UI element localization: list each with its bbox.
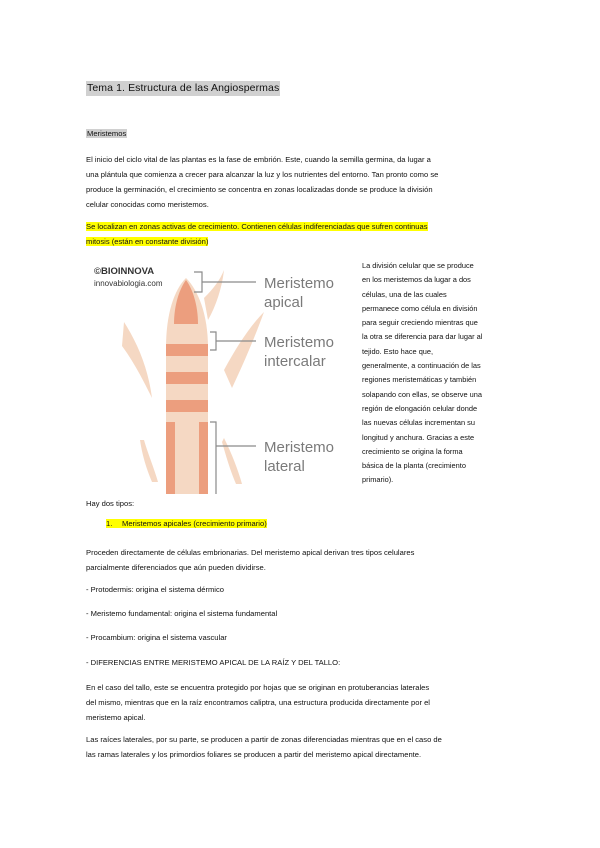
side-line: células, una de las cuales [362, 289, 447, 299]
meristem-figure [86, 258, 350, 494]
intro-line: El inicio del ciclo vital de las plantas es la fase de embrión. Este, cuando la semilla germina, da lugar a [86, 155, 431, 164]
apical-desc-line: parcialmente diferenciados que aún pueden dividirse. [86, 563, 266, 572]
side-line: básica de la planta (crecimiento [362, 461, 466, 471]
side-line: primario). [362, 475, 394, 485]
list-item-apical [106, 519, 267, 528]
list-number: 1. [106, 519, 113, 528]
root-line: Las raíces laterales, por su parte, se producen a partir de zonas diferenciadas mientras que en el caso de [86, 735, 442, 744]
bullet-procambium: - Procambium: origina el sistema vascular [86, 633, 227, 642]
highlight-line: Se localizan en zonas activas de crecimiento. Contienen células indiferenciadas que sufren continuas [86, 222, 428, 231]
leaf-shape [204, 270, 224, 320]
intro-paragraph [86, 152, 516, 212]
intro-line: produce la germinación, el crecimiento se concentra en zonas localizadas donde se produce la división [86, 185, 433, 194]
side-line: la otra se diferencia para dar lugar al [362, 332, 483, 342]
bullet-protodermis: - Protodermis: origina el sistema dérmico [86, 585, 225, 594]
list-label: Meristemos apicales (crecimiento primario) [122, 519, 267, 528]
side-line: longitud y anchura. Gracias a este [362, 432, 475, 442]
lateral-meristem-strip [166, 422, 175, 494]
root-line: las ramas laterales y los primordios foliares se producen a partir del meristemo apical directamente. [86, 750, 422, 759]
intro-line: una plántula que comienza a crecer para alcanzar la luz y los nutrientes del entorno. Tan pronto como se [86, 170, 439, 179]
leaf-shape [122, 322, 152, 398]
leaf-shape [222, 438, 242, 484]
meristem-diagram [86, 258, 350, 494]
lateral-meristem-strip [199, 422, 208, 494]
side-line: La división celular que se produce [362, 261, 474, 270]
apical-meristem-region [174, 280, 198, 324]
label-apical-line2: apical [264, 294, 304, 311]
side-line: en los meristemos da lugar a dos [362, 275, 471, 285]
side-line: para seguir creciendo mientras que [362, 318, 478, 328]
lateral-bracket [210, 422, 216, 494]
side-line: tejido. Esto hace que, [362, 346, 434, 356]
stem-line: meristemo apical. [86, 713, 146, 722]
section-heading: Meristemos [87, 129, 127, 138]
leaf-shape [140, 440, 158, 482]
apical-desc-line: Proceden directamente de células embrionarias. Del meristemo apical derivan tres tipos celulares [86, 548, 415, 557]
stem-paragraph [86, 680, 516, 725]
side-line: regiones meristemáticas y también [362, 375, 477, 385]
label-intercalar-line2: intercalar [264, 353, 326, 370]
side-line: solapando con ellas, se observe una [362, 389, 482, 399]
types-intro: Hay dos tipos: [86, 499, 135, 508]
highlighted-paragraph [86, 219, 506, 249]
watermark-text: ©BIOINNOVA [94, 266, 155, 277]
root-paragraph [86, 732, 516, 762]
intercalar-meristem-band [166, 372, 208, 384]
apical-description [86, 545, 516, 575]
stem-line: En el caso del tallo, este se encuentra protegido por hojas que se originan en protuberancias laterales [86, 683, 430, 692]
intercalar-meristem-band [166, 344, 208, 356]
label-apical-line1: Meristemo [264, 275, 335, 292]
side-paragraph [362, 259, 520, 488]
differences-heading: - DIFERENCIAS ENTRE MERISTEMO APICAL DE LA RAÍZ Y DEL TALLO: [86, 658, 341, 667]
side-line: región de elongación celular donde [362, 403, 478, 413]
label-lateral-line2: lateral [264, 458, 305, 475]
side-line: generalmente, a continuación de las [362, 361, 481, 371]
intercalar-bracket [210, 332, 216, 350]
label-intercalar-line1: Meristemo [264, 334, 335, 351]
leaf-shape [224, 312, 264, 388]
side-line: las nuevas células incrementan su [362, 418, 475, 428]
intercalar-meristem-band [166, 400, 208, 412]
list-item-highlight [106, 519, 267, 528]
highlight-line: mitosis (están en constante división) [86, 237, 209, 246]
apical-bracket [194, 272, 202, 292]
stem-line: del mismo, mientras que en la raíz encontramos caliptra, una estructura producida directamente por el [86, 698, 430, 707]
intro-line: celular conocidas como meristemos. [86, 200, 209, 209]
watermark-site: innovabiologia.com [94, 279, 163, 288]
side-line: permanece como célula en división [362, 303, 478, 313]
side-line: crecimiento se origina la forma [362, 446, 463, 456]
label-lateral-line1: Meristemo [264, 439, 335, 456]
title-block [86, 78, 280, 96]
document-title: Tema 1. Estructura de las Angiospermas [87, 82, 280, 94]
bullet-fundamental: - Meristemo fundamental: origina el sistema fundamental [86, 609, 278, 618]
